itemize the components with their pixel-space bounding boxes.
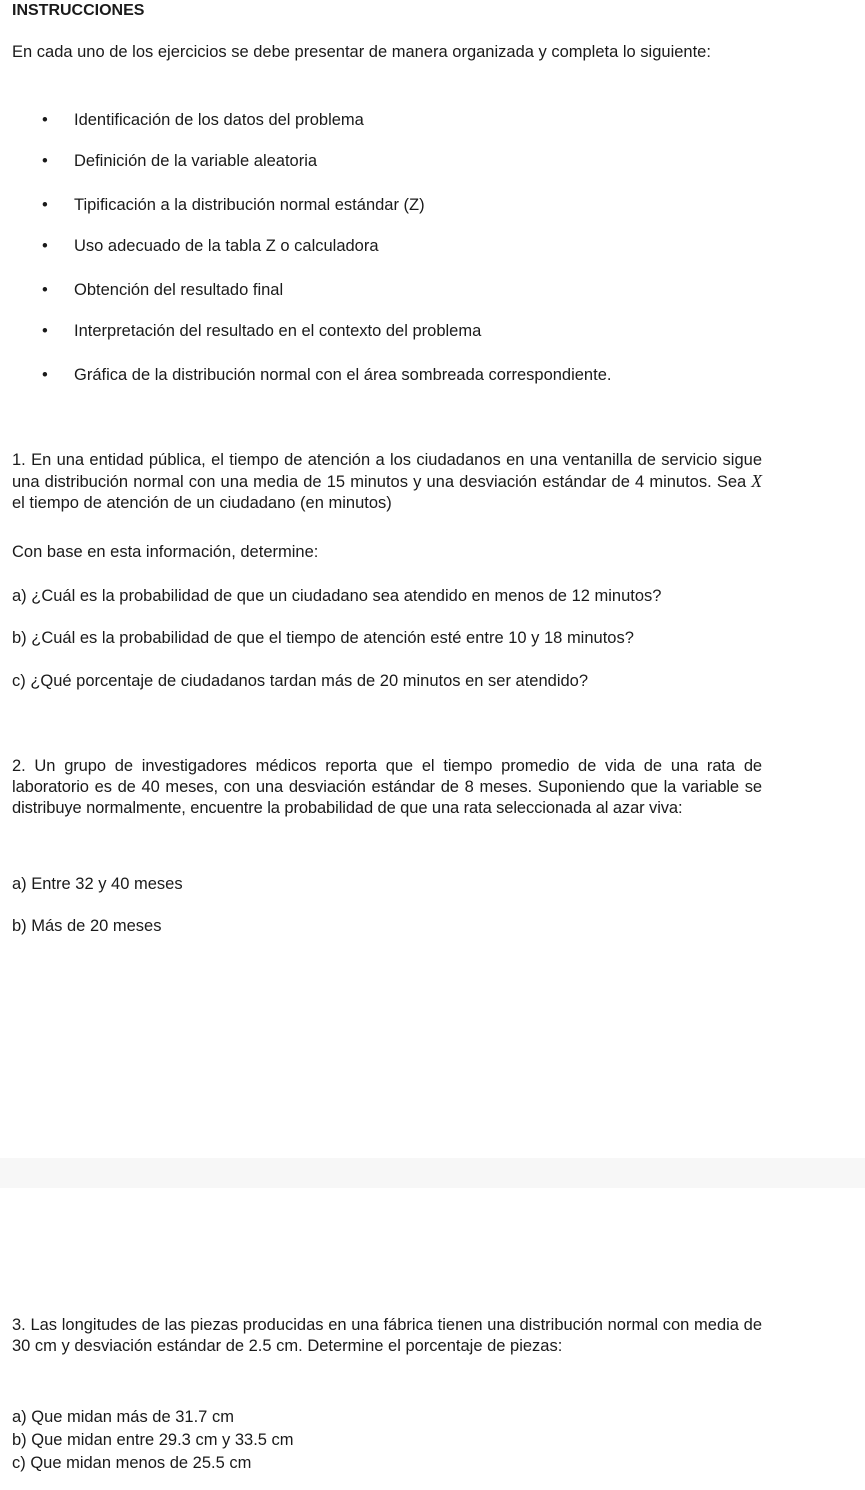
exercise-3-item-a: a) Que midan más de 31.7 cm bbox=[12, 1408, 234, 1426]
exercise-2-item-b: b) Más de 20 meses bbox=[12, 917, 162, 935]
page-separator bbox=[0, 1158, 865, 1188]
instructions-heading: INSTRUCCIONES bbox=[12, 2, 145, 19]
exercise-3-item-b: b) Que midan entre 29.3 cm y 33.5 cm bbox=[12, 1431, 294, 1449]
instructions-intro: En cada uno de los ejercicios se debe presentar de manera organizada y completa lo siguiente: bbox=[12, 43, 711, 61]
exercise-1-statement: 1. En una entidad pública, el tiempo de atención a los ciudadanos en una ventanilla de servicio sigue una distribución normal con una media de 15 minutos y una desviación estándar de 4 minutos. Sea X el tiempo de atención de un ciudadano (en minutos) bbox=[12, 451, 762, 512]
exercise-1-item-b: b) ¿Cuál es la probabilidad de que el tiempo de atención esté entre 10 y 18 minutos? bbox=[12, 629, 634, 647]
exercise-2-item-a: a) Entre 32 y 40 meses bbox=[12, 875, 183, 893]
exercise-3-item-c: c) Que midan menos de 25.5 cm bbox=[12, 1454, 252, 1472]
exercise-1-item-a: a) ¿Cuál es la probabilidad de que un ciudadano sea atendido en menos de 12 minutos? bbox=[12, 587, 662, 605]
variable-x: X bbox=[751, 471, 762, 491]
exercise-2-statement: 2. Un grupo de investigadores médicos reporta que el tiempo promedio de vida de una rata de laboratorio es de 40 meses, con una desviación estándar de 8 meses. Suponiendo que la variable se distribuye normalmente, encuentre la probabilidad de que una rata seleccionada al azar viva: bbox=[12, 757, 762, 817]
exercise-1-prompt: Con base en esta información, determine: bbox=[12, 543, 319, 561]
exercise-1-item-c: c) ¿Qué porcentaje de ciudadanos tardan más de 20 minutos en ser atendido? bbox=[12, 672, 589, 690]
exercise-3-statement: 3. Las longitudes de las piezas producidas en una fábrica tienen una distribución normal con media de 30 cm y desviación estándar de 2.5 cm. Determine el porcentaje de piezas: bbox=[12, 1316, 762, 1355]
